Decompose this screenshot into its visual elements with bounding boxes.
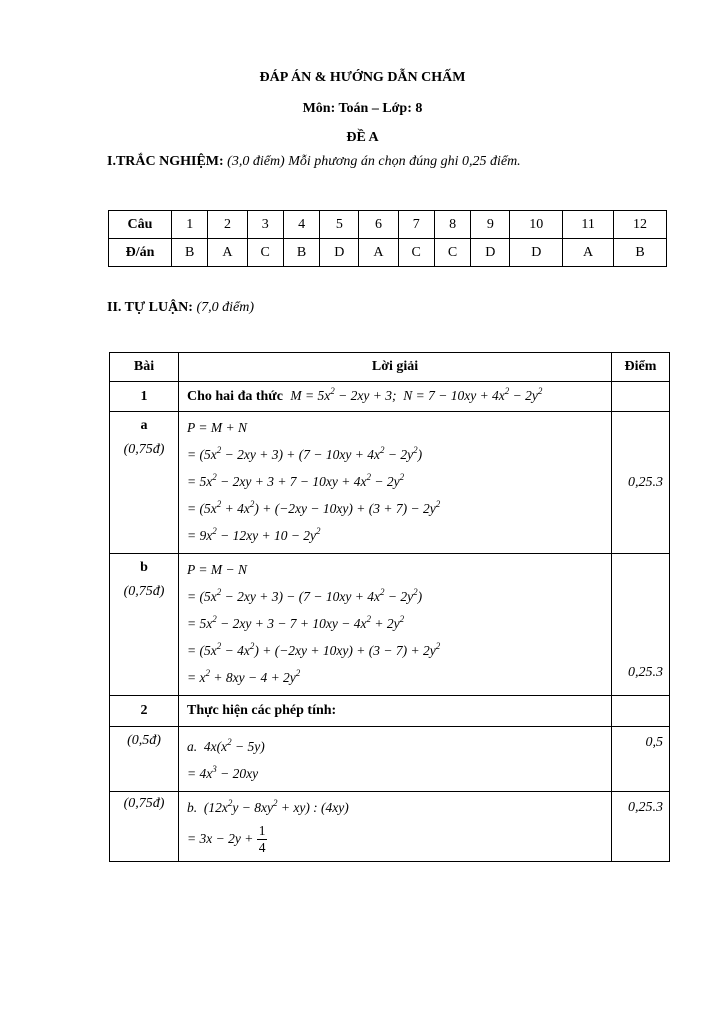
question-row	[109, 211, 667, 239]
answer-cell: B	[283, 239, 319, 267]
solution-line: = $5x^2 - 2xy + 3 + 7 - 10xy + 4x^2 - 2y^2$	[187, 472, 405, 489]
problem-1b-row	[110, 554, 670, 696]
problem-2b-points: (0,75đ)	[123, 796, 165, 811]
question-number: 12	[614, 211, 667, 239]
question-number: 7	[398, 211, 434, 239]
problem-1-number: 1	[110, 382, 179, 412]
solution-line: = $9x^2 - 12xy + 10 - 2y^2$	[187, 526, 321, 543]
section2-note: (7,0 điểm)	[196, 300, 255, 315]
solution-line: a. $4x(x^2 - 5y)$	[187, 737, 265, 754]
solution-line: = 3x − 2y + $\frac{1}{4}$	[187, 823, 266, 856]
header-loi-giai: Lời giải	[179, 353, 612, 382]
solution-line: = $4x^3 - 20xy$	[187, 764, 259, 781]
problem-1-score-empty	[612, 382, 670, 412]
problem-2a-points: (0,5đ)	[127, 733, 161, 748]
problem-2b-score: 0,25.3	[612, 792, 670, 862]
section2-label: II. TỰ LUẬN:	[107, 300, 193, 315]
answer-row-label: Đ/án	[109, 239, 172, 267]
document-title: ĐÁP ÁN & HƯỚNG DẪN CHẤM	[259, 70, 466, 85]
problem-1a-row	[110, 412, 670, 554]
problem-2-score-empty	[612, 696, 670, 727]
problem-2b-solution	[179, 792, 612, 862]
problem-2-number: 2	[110, 696, 179, 727]
answer-cell: D	[471, 239, 510, 267]
problem-1b-label-cell	[110, 554, 179, 696]
problem-2b-label-cell	[110, 792, 179, 862]
essay-header-row	[110, 353, 670, 382]
solution-line: = $(5x^2 - 2xy + 3) + (7 - 10xy + 4x^2 - 2y^2)$	[187, 445, 423, 462]
answer-row	[109, 239, 667, 267]
section1-label: I.TRẮC NGHIỆM:	[107, 154, 224, 169]
answer-cell: D	[320, 239, 359, 267]
section1-note: (3,0 điểm) Mỗi phương án chọn đúng ghi 0,25 điểm.	[227, 154, 521, 169]
problem-1b-points: (0,75đ)	[123, 584, 165, 599]
fraction-one-quarter: $\frac{1}{4}$	[258, 823, 266, 856]
solution-line: = $(5x^2 - 4x^2) + (-2xy + 10xy) + (3 - 7) + 2y^2$	[187, 641, 441, 658]
question-row-label: Câu	[109, 211, 172, 239]
question-number: 3	[247, 211, 283, 239]
answer-cell: C	[434, 239, 470, 267]
question-number: 11	[563, 211, 614, 239]
multiple-choice-answer-table	[108, 210, 667, 267]
problem-2b-row	[110, 792, 670, 862]
problem-1-statement	[179, 382, 612, 412]
question-number: 1	[172, 211, 208, 239]
question-number: 8	[434, 211, 470, 239]
solution-line: = $(5x^2 - 2xy + 3) - (7 - 10xy + 4x^2 - 2y^2)$	[187, 587, 423, 604]
answer-cell: D	[510, 239, 563, 267]
header-bai: Bài	[110, 353, 179, 382]
answer-cell: B	[614, 239, 667, 267]
problem-1-row	[110, 382, 670, 412]
problem-1b-score: 0,25.3	[612, 554, 670, 696]
problem-2a-score: 0,5	[612, 727, 670, 792]
solution-line: b. $(12x^2y - 8xy^2 + xy)$ : (4xy)	[187, 798, 349, 815]
subject-line: Môn: Toán – Lớp: 8	[302, 101, 423, 116]
problem-1a-label-cell	[110, 412, 179, 554]
section-multiple-choice-heading	[107, 154, 521, 170]
answer-cell: A	[563, 239, 614, 267]
solution-line: = $(5x^2 + 4x^2) + (-2xy - 10xy) + (3 + 7) - 2y^2$	[187, 499, 441, 516]
problem-2a-label-cell	[110, 727, 179, 792]
question-number: 6	[359, 211, 398, 239]
question-number: 2	[208, 211, 247, 239]
question-number: 4	[283, 211, 319, 239]
solution-line: = $5x^2 - 2xy + 3 - 7 + 10xy - 4x^2 + 2y^2$	[187, 614, 405, 631]
problem-1a-points: (0,75đ)	[123, 442, 165, 457]
question-number: 9	[471, 211, 510, 239]
essay-grading-table	[109, 352, 670, 862]
problem-2-statement	[179, 696, 612, 727]
answer-cell: B	[172, 239, 208, 267]
problem-1a-score: 0,25.3	[612, 412, 670, 554]
problem-1-polynomials: $M = 5x^2 - 2xy + 3$; $N = 7 - 10xy + 4x^2 - 2y^2$	[290, 386, 543, 403]
problem-1a-solution	[179, 412, 612, 554]
problem-2-row	[110, 696, 670, 727]
question-number: 10	[510, 211, 563, 239]
problem-1-text: Cho hai đa thức	[187, 389, 283, 404]
section-essay-heading	[107, 300, 254, 316]
answer-cell: C	[247, 239, 283, 267]
problem-2a-solution	[179, 727, 612, 792]
solution-line: P = M + N	[187, 420, 247, 435]
answer-cell: A	[359, 239, 398, 267]
problem-1b-label: b	[140, 560, 148, 575]
answer-cell: C	[398, 239, 434, 267]
problem-1b-solution	[179, 554, 612, 696]
header-diem: Điểm	[612, 353, 670, 382]
solution-line: P = M − N	[187, 562, 247, 577]
question-number: 5	[320, 211, 359, 239]
problem-2-text: Thực hiện các phép tính:	[187, 703, 337, 718]
answer-cell: A	[208, 239, 247, 267]
problem-2a-row	[110, 727, 670, 792]
solution-line: = $x^2 + 8xy - 4 + 2y^2$	[187, 668, 301, 685]
exam-code: ĐỀ A	[346, 130, 379, 145]
problem-2b-prefix: b.	[187, 800, 198, 815]
problem-2a-prefix: a.	[187, 739, 198, 754]
problem-1a-label: a	[140, 418, 148, 433]
